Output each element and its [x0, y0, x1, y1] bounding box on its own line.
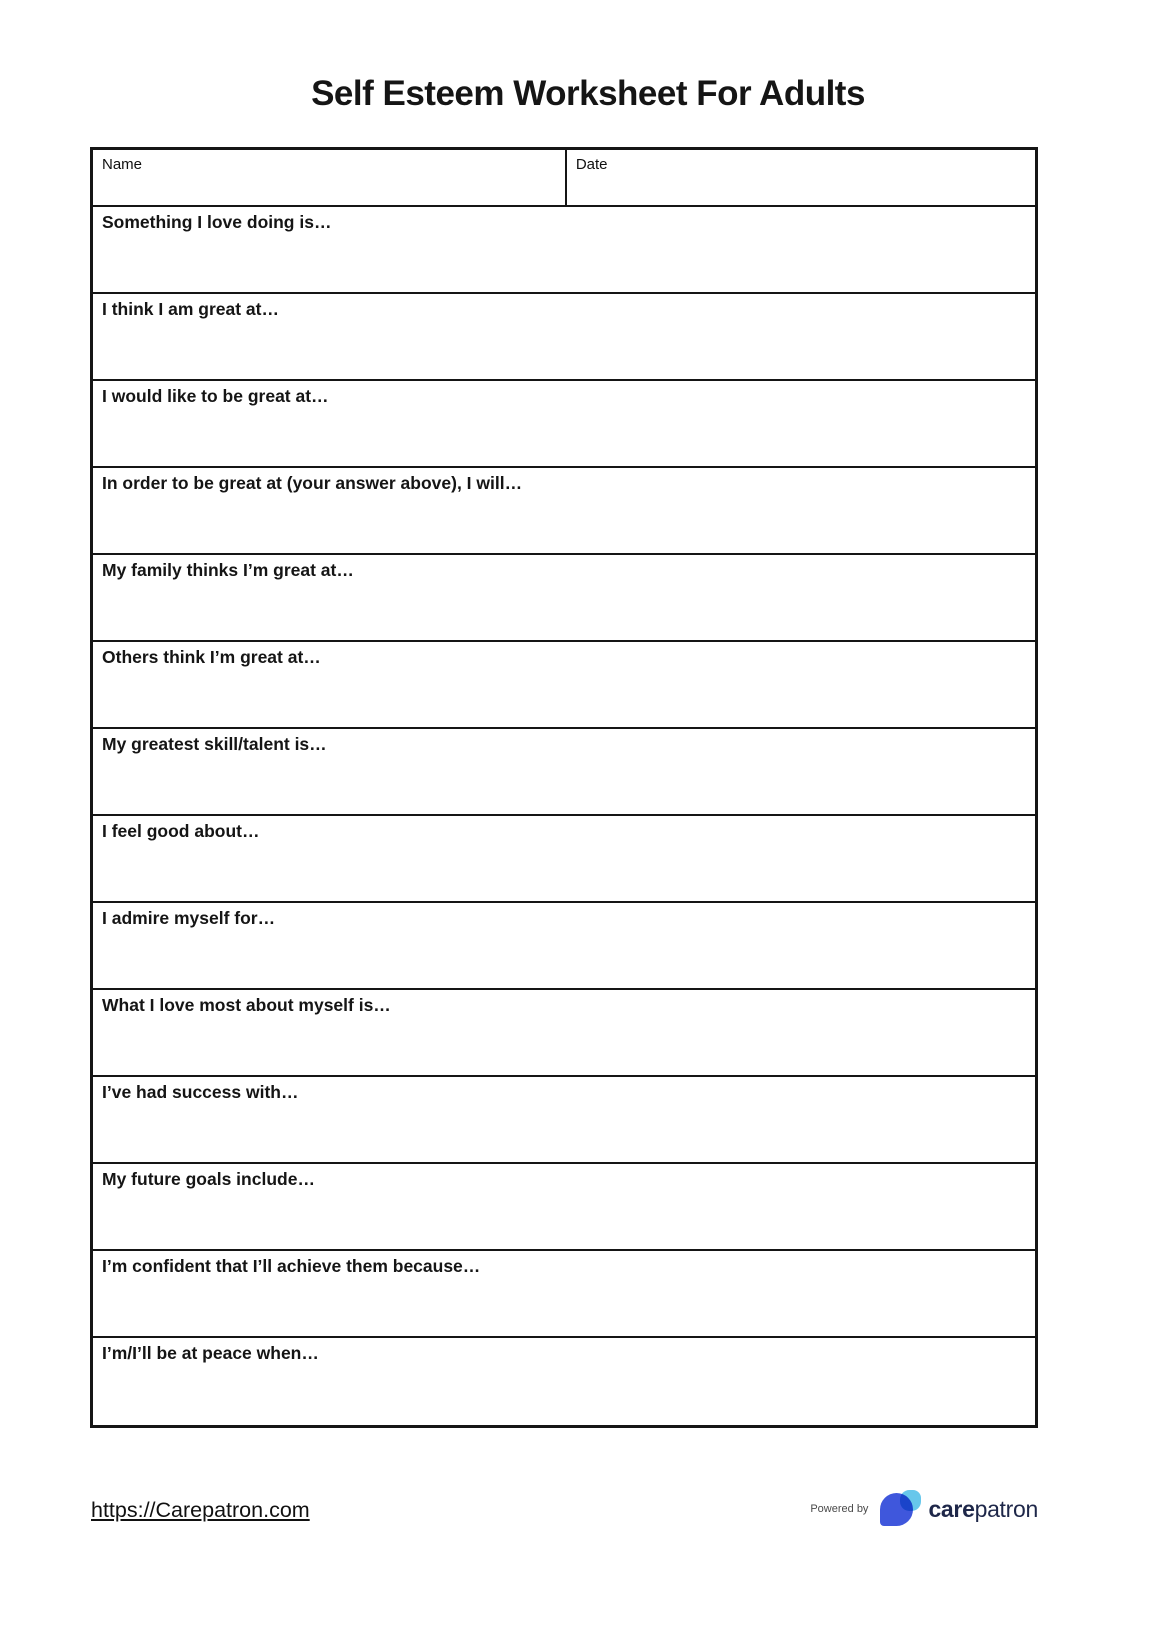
powered-by-label: Powered by — [810, 1503, 869, 1515]
logo-bubble-light — [900, 1490, 921, 1511]
answer-area[interactable] — [102, 668, 1026, 720]
prompt-label: What I love most about myself is… — [102, 995, 391, 1015]
prompt-label: In order to be great at (your answer above), I will… — [102, 473, 523, 493]
prompt-label: I’ve had success with… — [102, 1082, 299, 1102]
prompt-row-what-i-love-most — [93, 990, 1035, 1077]
answer-area[interactable] — [102, 581, 1026, 633]
wordmark-care: care — [928, 1495, 975, 1522]
prompt-label: I admire myself for… — [102, 908, 276, 928]
answer-area[interactable] — [102, 1277, 1026, 1329]
prompt-label: My greatest skill/talent is… — [102, 734, 327, 754]
page-title: Self Esteem Worksheet For Adults — [311, 74, 865, 113]
prompt-label: My family thinks I’m great at… — [102, 560, 354, 580]
prompt-label: I’m/I’ll be at peace when… — [102, 1343, 319, 1363]
prompt-row-i-feel-good-about — [93, 816, 1035, 903]
prompt-row-in-order-to-be-great — [93, 468, 1035, 555]
prompt-label: I think I am great at… — [102, 299, 279, 319]
date-value[interactable] — [576, 173, 1026, 191]
prompt-label: Something I love doing is… — [102, 212, 332, 232]
prompt-row-something-i-love-doing — [93, 207, 1035, 294]
answer-area[interactable] — [102, 1190, 1026, 1242]
answer-area[interactable] — [102, 1016, 1026, 1068]
answer-area[interactable] — [102, 320, 1026, 372]
prompt-row-confident-achieve — [93, 1251, 1035, 1338]
name-label: Name — [102, 156, 143, 173]
wordmark-patron: patron — [974, 1495, 1038, 1522]
date-label: Date — [575, 156, 608, 173]
prompt-row-i-would-like-to-be-great-at — [93, 381, 1035, 468]
prompt-row-my-family-thinks — [93, 555, 1035, 642]
prompt-row-ive-had-success-with — [93, 1077, 1035, 1164]
answer-area[interactable] — [102, 755, 1026, 807]
answer-area[interactable] — [102, 1103, 1026, 1155]
answer-area[interactable] — [102, 1364, 1026, 1416]
name-date-row — [93, 150, 1035, 207]
name-value[interactable] — [102, 173, 556, 191]
prompt-row-future-goals — [93, 1164, 1035, 1251]
answer-area[interactable] — [102, 233, 1026, 285]
prompt-label: I feel good about… — [102, 821, 260, 841]
answer-area[interactable] — [102, 494, 1026, 546]
carepatron-logo-icon — [880, 1488, 922, 1530]
prompt-label: I’m confident that I’ll achieve them because… — [102, 1256, 481, 1276]
prompt-row-greatest-skill-talent — [93, 729, 1035, 816]
prompt-row-at-peace-when — [93, 1338, 1035, 1425]
answer-area[interactable] — [102, 842, 1026, 894]
answer-area[interactable] — [102, 407, 1026, 459]
carepatron-logo — [880, 1488, 1038, 1530]
powered-by-badge — [810, 1488, 1038, 1530]
name-field[interactable] — [93, 150, 567, 205]
carepatron-wordmark — [928, 1496, 1038, 1523]
prompt-label: Others think I’m great at… — [102, 647, 321, 667]
carepatron-link[interactable]: https://Carepatron.com — [91, 1498, 310, 1522]
prompt-label: My future goals include… — [102, 1169, 315, 1189]
worksheet-table — [90, 147, 1038, 1428]
prompt-label: I would like to be great at… — [102, 386, 329, 406]
date-field[interactable] — [567, 150, 1035, 205]
prompt-row-i-think-i-am-great-at — [93, 294, 1035, 381]
prompt-row-i-admire-myself-for — [93, 903, 1035, 990]
prompt-row-others-think — [93, 642, 1035, 729]
answer-area[interactable] — [102, 929, 1026, 981]
